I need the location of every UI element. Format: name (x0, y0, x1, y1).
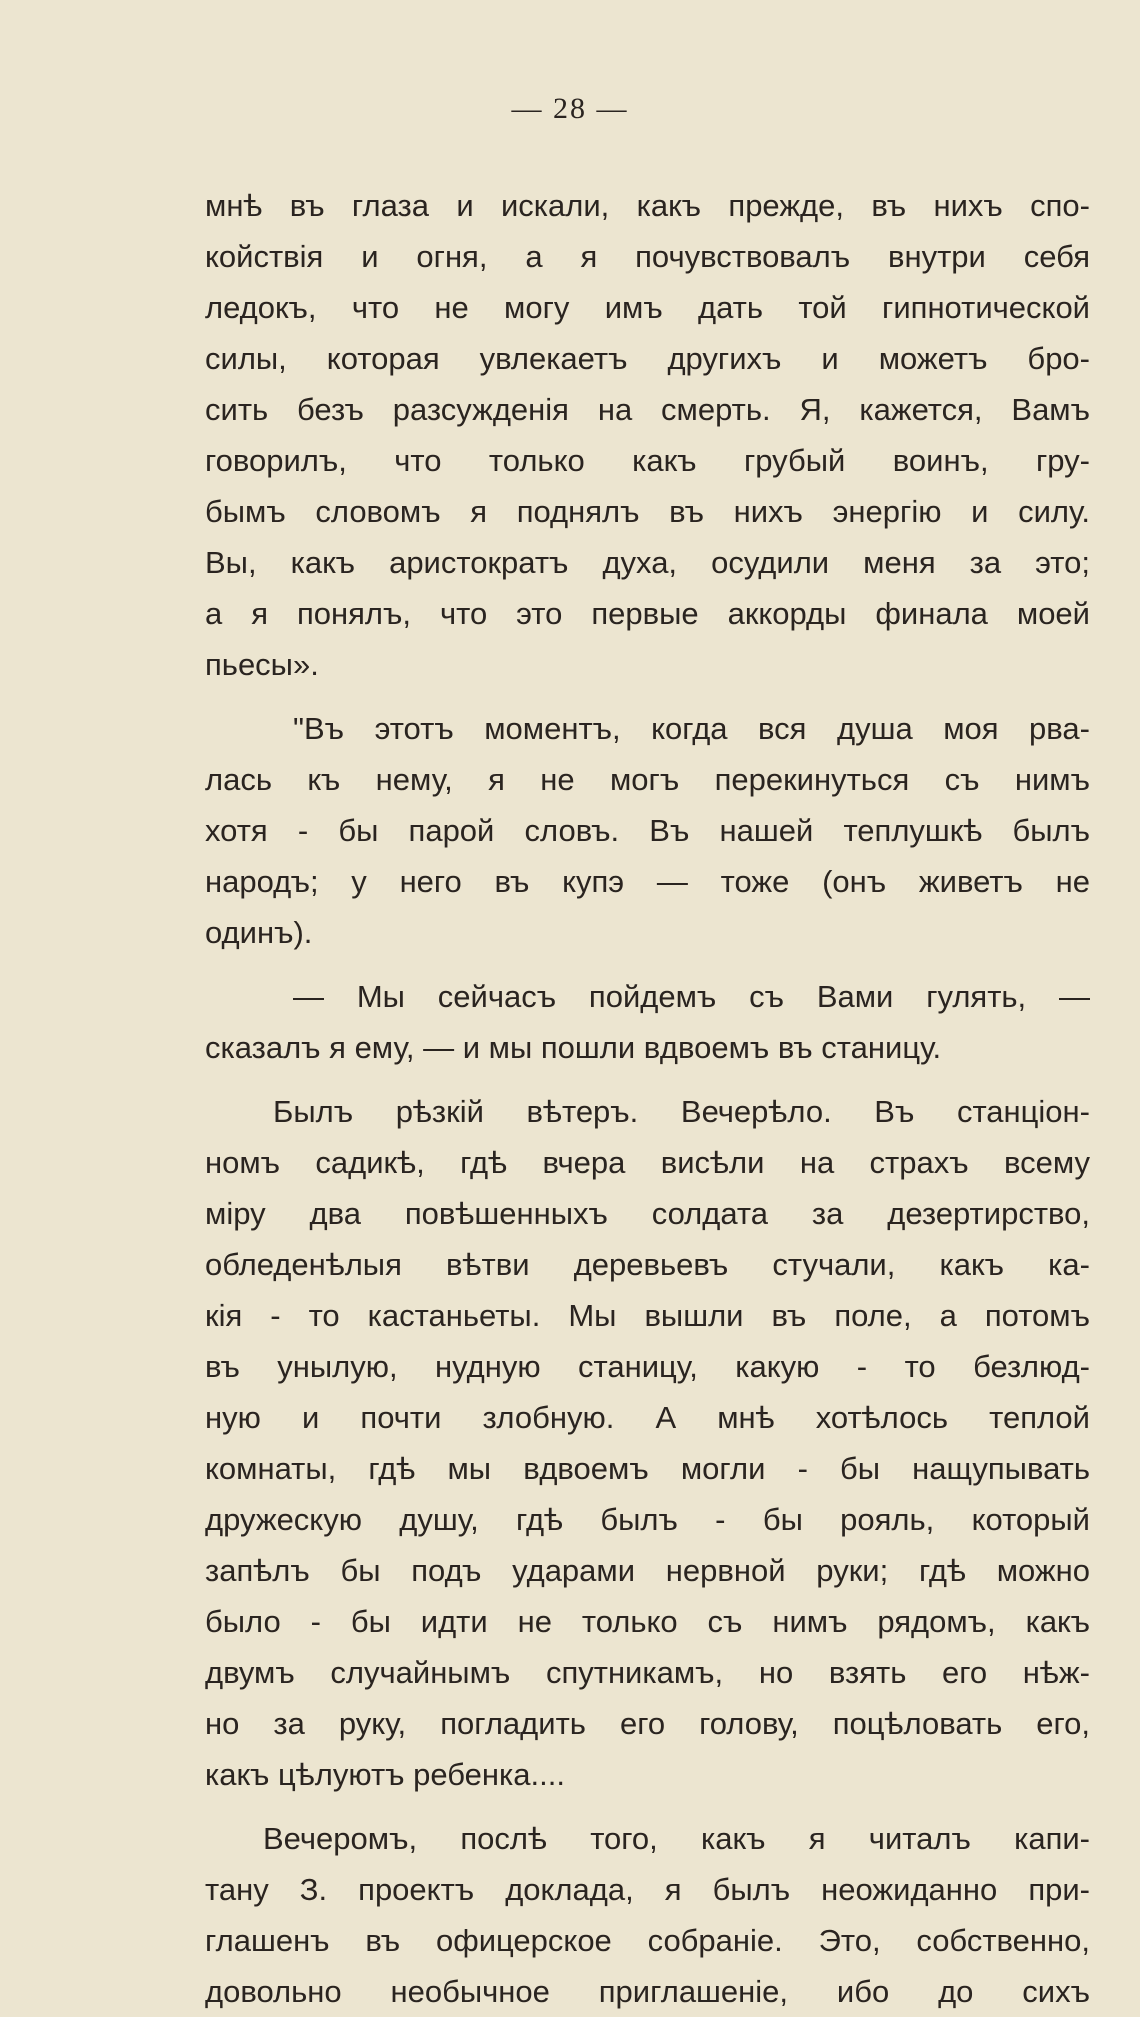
text-line: кія - то кастаньеты. Мы вышли въ поле, а потомъ (205, 1298, 1090, 1333)
text-line: ледокъ, что не могу имъ дать той гипнотической (205, 290, 1090, 325)
page-number: — 28 — (511, 92, 629, 125)
text-line: тану З. проектъ доклада, я былъ неожиданно при- (205, 1872, 1090, 1907)
text-line: говорилъ, что только какъ грубый воинъ, гру- (205, 443, 1090, 478)
paragraph (205, 180, 1090, 690)
text-line: глашенъ въ офицерское собраніе. Это, собственно, (205, 1923, 1090, 1958)
text-line: бымъ словомъ я поднялъ въ нихъ энергію и силу. (205, 494, 1090, 529)
text-line: — Мы сейчасъ пойдемъ съ Вами гулять, — (293, 979, 1090, 1014)
text-line: было - бы идти не только съ нимъ рядомъ, какъ (205, 1604, 1090, 1639)
text-line: одинъ). (205, 915, 313, 950)
text-line: Вечеромъ, послѣ того, какъ я читалъ капи- (263, 1821, 1090, 1856)
text-line: обледенѣлыя вѣтви деревьевъ стучали, какъ ка- (205, 1247, 1090, 1282)
text-line: а я понялъ, что это первые аккорды финала моей (205, 596, 1090, 631)
text-line: комнаты, гдѣ мы вдвоемъ могли - бы нащупывать (205, 1451, 1090, 1486)
paragraph (205, 1086, 1090, 1800)
paragraph (205, 703, 1090, 958)
text-line: но за руку, погладить его голову, поцѣловать его, (205, 1706, 1090, 1741)
text-line: номъ садикѣ, гдѣ вчера висѣли на страхъ всему (205, 1145, 1090, 1180)
paragraph (205, 971, 1090, 1073)
text-line: міру два повѣшенныхъ солдата за дезертирство, (205, 1196, 1090, 1231)
text-line: ную и почти злобную. А мнѣ хотѣлось теплой (205, 1400, 1090, 1435)
text-line: силы, которая увлекаетъ другихъ и можетъ бро- (205, 341, 1090, 376)
text-line: хотя - бы парой словъ. Въ нашей теплушкѣ былъ (205, 813, 1090, 848)
text-line: въ унылую, нудную станицу, какую - то безлюд- (205, 1349, 1090, 1384)
text-line: народъ; у него въ купэ — тоже (онъ живетъ не (205, 864, 1090, 899)
text-line: лась къ нему, я не могъ перекинуться съ нимъ (205, 762, 1090, 797)
text-line: "Въ этотъ моментъ, когда вся душа моя рва- (293, 711, 1090, 746)
text-line: койствія и огня, а я почувствовалъ внутри себя (205, 239, 1090, 274)
text-line: пьесы». (205, 647, 319, 682)
text-line: Былъ рѣзкій вѣтеръ. Вечерѣло. Въ станціон- (273, 1094, 1090, 1129)
body-text (205, 180, 1090, 2017)
text-line: сказалъ я ему, — и мы пошли вдвоемъ въ станицу. (205, 1030, 942, 1065)
paragraph (205, 1813, 1090, 2017)
text-line: запѣлъ бы подъ ударами нервной руки; гдѣ можно (205, 1553, 1090, 1588)
text-line: довольно необычное приглашеніе, ибо до сихъ (205, 1974, 1090, 2009)
text-line: Вы, какъ аристократъ духа, осудили меня за это; (205, 545, 1090, 580)
text-line: какъ цѣлуютъ ребенка.... (205, 1757, 565, 1792)
text-line: дружескую душу, гдѣ былъ - бы рояль, который (205, 1502, 1090, 1537)
text-line: мнѣ въ глаза и искали, какъ прежде, въ нихъ спо- (205, 188, 1090, 223)
text-line: двумъ случайнымъ спутникамъ, но взять его нѣж- (205, 1655, 1090, 1690)
text-line: сить безъ разсужденія на смерть. Я, кажется, Вамъ (205, 392, 1090, 427)
